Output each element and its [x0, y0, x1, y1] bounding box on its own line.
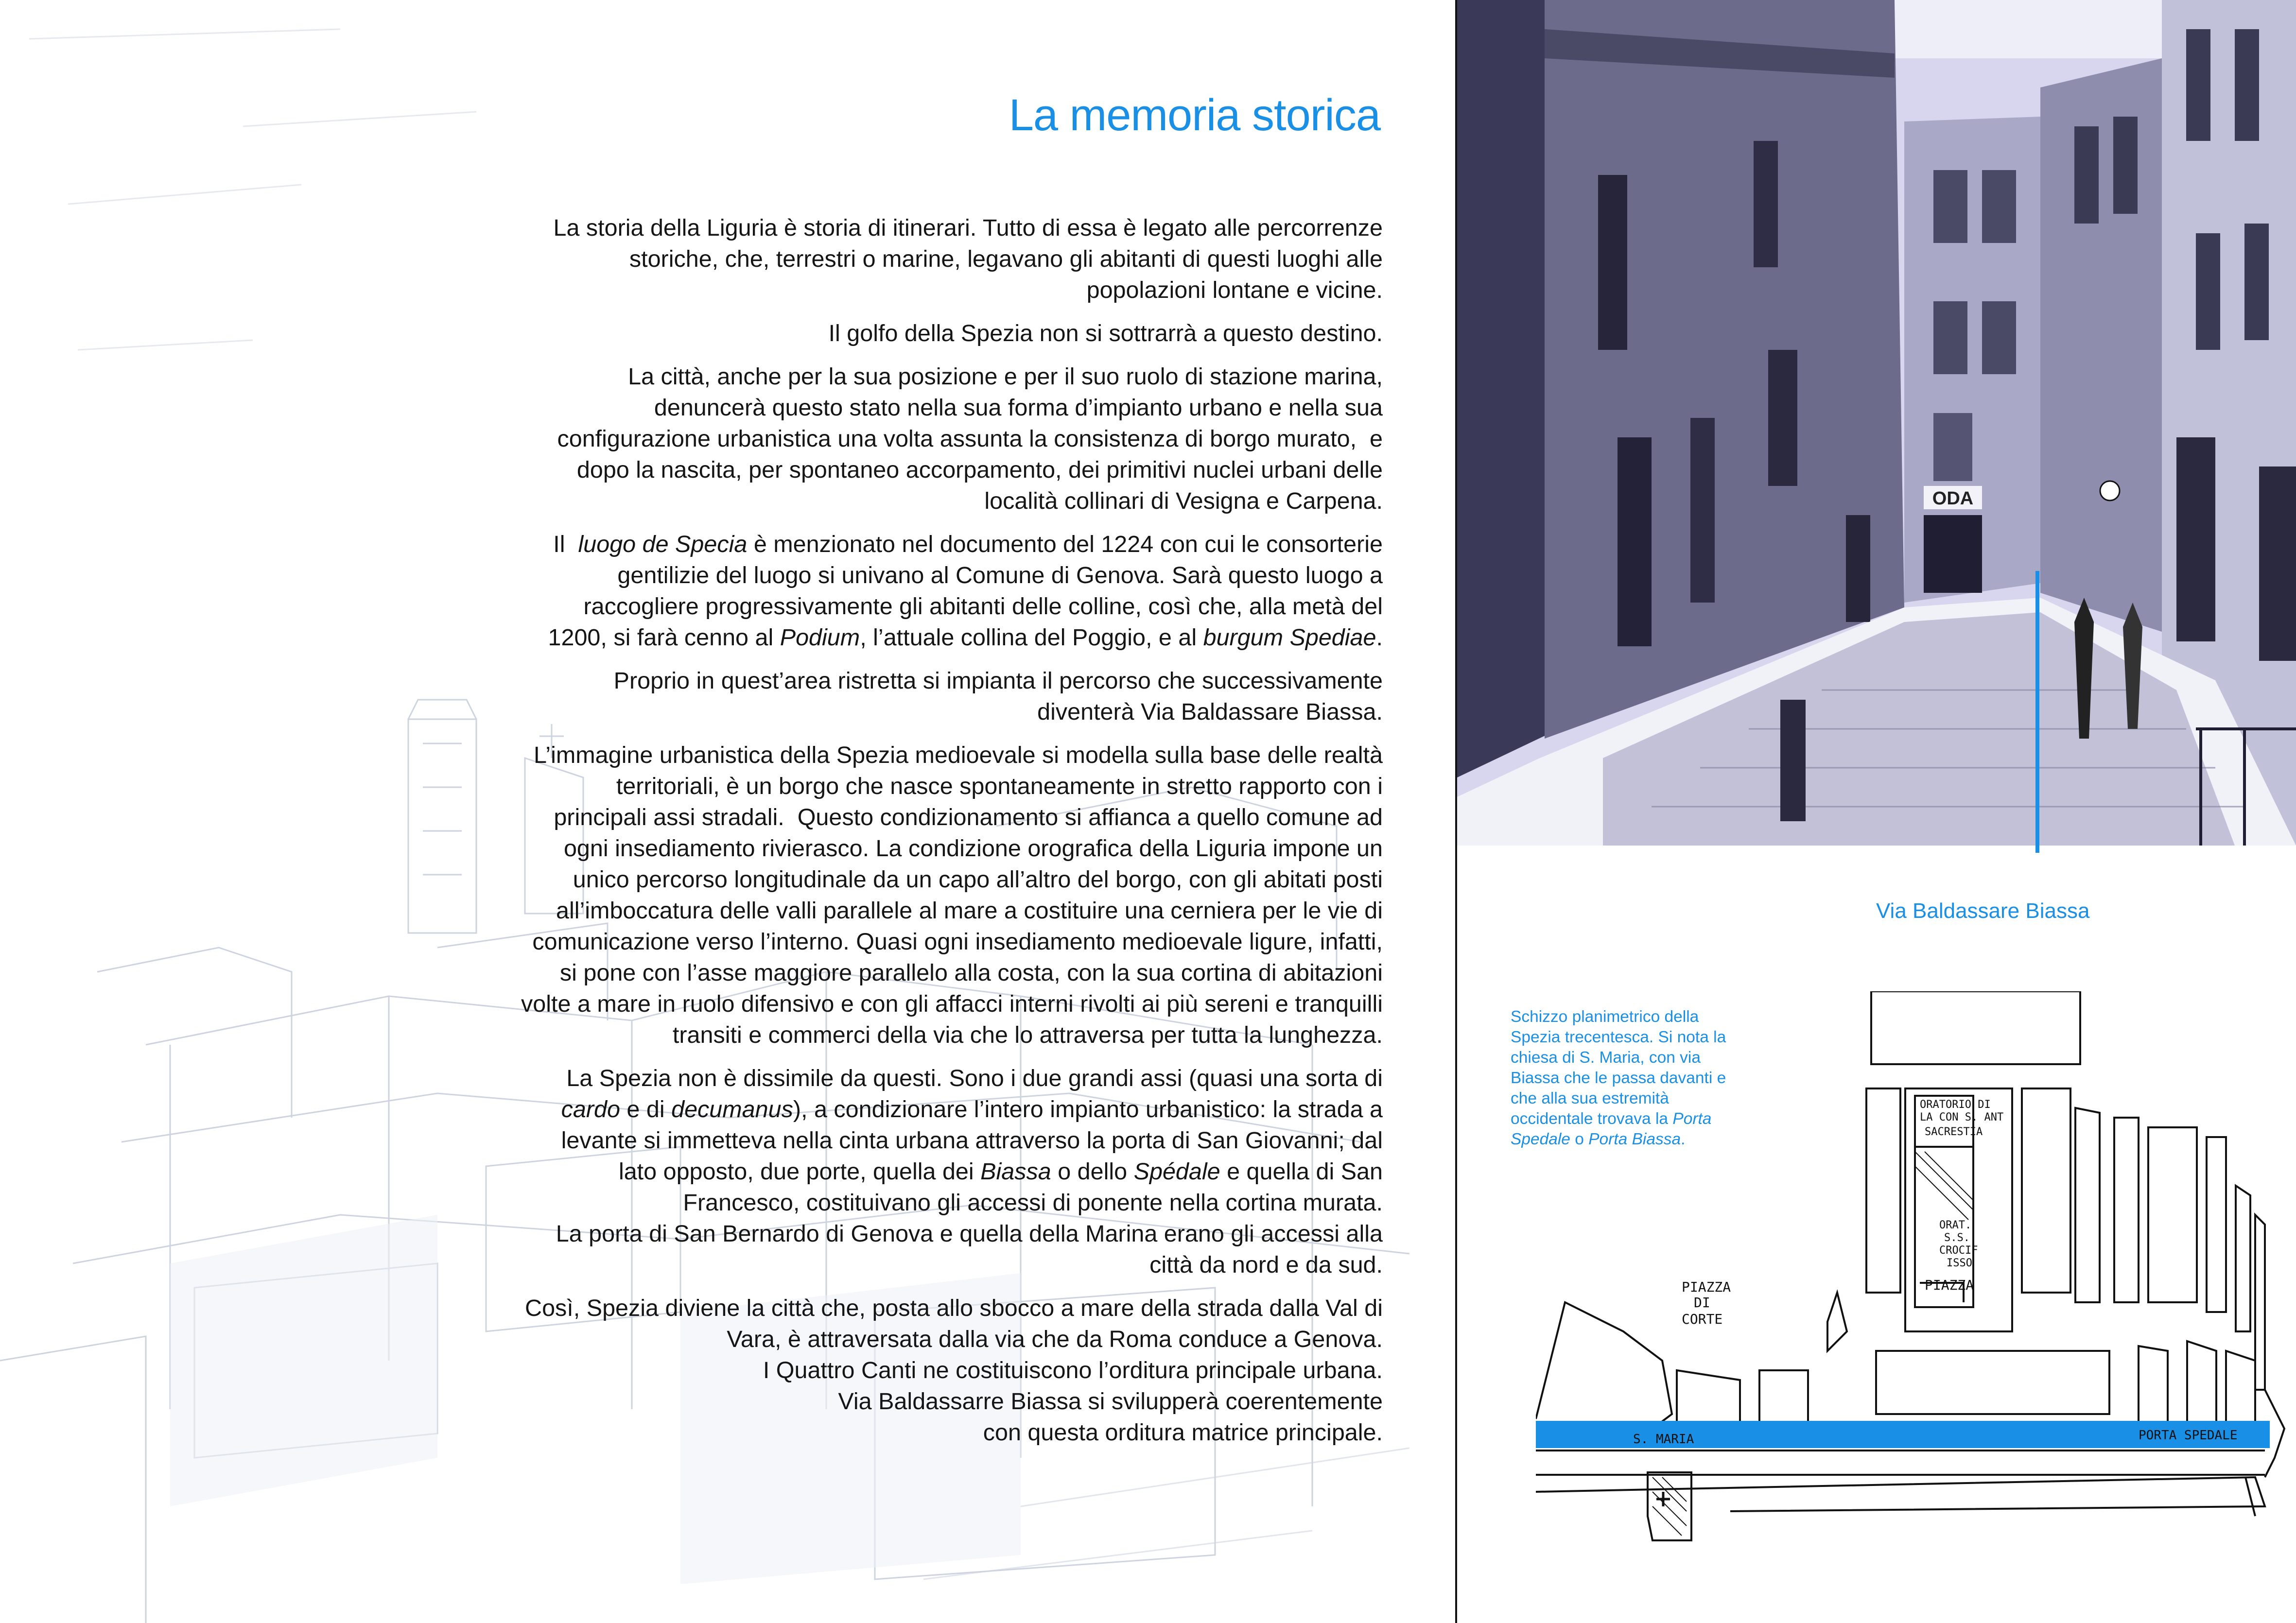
italic-text: Porta: [1672, 1110, 1712, 1128]
paragraph-p1: [437, 212, 1383, 306]
text-run: denuncerà questo stato nella sua forma d’impianto urbano e nella sua: [654, 395, 1383, 421]
text-run: all’imboccatura delle valli parallele al mare a costituire una cerniera per le vie di: [556, 898, 1383, 924]
text-run: Francesco, costituivano gli accessi di ponente nella cortina murata.: [683, 1190, 1383, 1216]
map-label-s-maria: S. MARIA: [1633, 1432, 1694, 1447]
text-line: [437, 926, 1383, 957]
shop-sign: ODA: [1932, 488, 1974, 509]
map-label-porta-spedale: PORTA SPEDALE: [2139, 1428, 2238, 1443]
text-line: [437, 1386, 1383, 1417]
text-run: La porta di San Bernardo di Genova e quella della Marina erano gli accessi alla: [556, 1221, 1383, 1247]
italic-text: decumanus: [671, 1096, 793, 1122]
map-label-piazza-di-corte-di: DI: [1694, 1295, 1710, 1311]
paragraph-p5: [437, 665, 1383, 727]
paragraph-p4: [437, 529, 1383, 653]
text-line: [437, 1187, 1383, 1218]
text-run: diventerà Via Baldassare Biassa.: [1037, 699, 1383, 725]
photo-caption: Via Baldassare Biassa: [1876, 899, 2090, 923]
text-line: [437, 665, 1383, 696]
text-line: [437, 361, 1383, 392]
text-run: ogni insediamento rivierasco. La condizione orografica della Liguria impone un: [563, 835, 1383, 862]
text-line: [437, 243, 1383, 275]
text-line: [437, 864, 1383, 895]
text-run: La Spezia non è dissimile da questi. Sono i due grandi assi (quasi una sorta di: [566, 1065, 1383, 1091]
text-line: [437, 957, 1383, 988]
text-run: volte a mare in ruolo difensivo e con gli affacci interni rivolti ai più sereni e tranquilli: [521, 991, 1383, 1017]
text-line: [437, 275, 1383, 306]
text-run: e quella di San: [1220, 1158, 1383, 1185]
text-run: territoriali, è un borgo che nasce spontaneamente in stretto rapporto con i: [616, 773, 1383, 799]
text-line: [437, 622, 1383, 653]
paragraph-p8: [437, 1293, 1383, 1448]
text-line: [437, 392, 1383, 423]
paragraph-p3: [437, 361, 1383, 517]
text-run: comunicazione verso l’interno. Quasi ogni insediamento medioevale ligure, infatti,: [532, 929, 1383, 955]
text-run: lato opposto, due porte, quella dei: [618, 1158, 981, 1185]
map-label-orat-isso: ISSO: [1947, 1257, 1972, 1269]
text-line: [437, 1125, 1383, 1156]
text-run: città da nord e da sud.: [1149, 1252, 1383, 1278]
text-run: Via Baldassarre Biassa si svilupperà coerentemente: [838, 1388, 1383, 1415]
paragraph-p2: [437, 318, 1383, 349]
text-line: [437, 560, 1383, 591]
italic-text: Porta Biassa: [1588, 1130, 1681, 1148]
text-run: .: [1681, 1130, 1686, 1148]
text-run: transiti e commerci della via che lo attraversa per tutta la lunghezza.: [672, 1022, 1383, 1048]
text-line: [437, 1156, 1383, 1187]
text-line: [437, 895, 1383, 926]
text-run: Biassa che le passa davanti e: [1511, 1069, 1726, 1087]
text-run: La storia della Liguria è storia di itinerari. Tutto di essa è legato alle percorrenze: [553, 215, 1383, 241]
text-line: [437, 1355, 1383, 1386]
text-run: La città, anche per la sua posizione e per il suo ruolo di stazione marina,: [628, 363, 1383, 390]
text-run: configurazione urbanistica una volta assunta la consistenza di borgo murato, e: [557, 426, 1383, 452]
text-run: L’immagine urbanistica della Spezia medioevale si modella sulla base delle realtà: [534, 742, 1383, 768]
text-line: [437, 1293, 1383, 1324]
text-run: che alla sua estremità: [1511, 1089, 1669, 1107]
text-run: con questa orditura matrice principale.: [983, 1419, 1383, 1446]
text-line: [437, 802, 1383, 833]
map-label-piazza: PIAZZA: [1925, 1277, 1974, 1293]
text-run: I Quattro Canti ne costituiscono l’orditura principale urbana.: [763, 1357, 1383, 1383]
text-run: storiche, che, terrestri o marine, legavano gli abitanti di questi luoghi alle: [629, 246, 1383, 272]
text-run: 1200, si farà cenno al: [548, 624, 780, 651]
text-run: Così, Spezia diviene la città che, posta allo sbocco a mare della strada dalla Val di: [525, 1295, 1383, 1321]
text-line: [437, 212, 1383, 243]
text-line: [437, 740, 1383, 771]
text-line: [437, 423, 1383, 454]
text-run: occidentale trovava la: [1511, 1110, 1673, 1128]
text-run: o: [1570, 1130, 1589, 1148]
paragraph-p7: [437, 1063, 1383, 1280]
text-run: Vara, è attraversata dalla via che da Roma conduce a Genova.: [727, 1326, 1383, 1352]
text-run: si pone con l’asse maggiore parallelo alla costa, con la sua cortina di abitazioni: [559, 960, 1383, 986]
text-run: raccogliere progressivamente gli abitanti delle colline, così che, alla metà del: [583, 593, 1383, 620]
text-run: località collinari di Vesigna e Carpena.: [984, 488, 1383, 514]
map-label-piazza-di-corte: PIAZZA: [1682, 1279, 1731, 1295]
map-label-sacrestia: SACRESTIA: [1925, 1126, 1983, 1138]
text-line: [437, 771, 1383, 802]
italic-text: Spédale: [1133, 1158, 1220, 1185]
text-line: [437, 1063, 1383, 1094]
text-line: [437, 696, 1383, 727]
text-run: popolazioni lontane e vicine.: [1086, 277, 1383, 303]
text-run: .: [1376, 624, 1383, 651]
text-run: dopo la nascita, per spontaneo accorpamento, dei primitivi nuclei urbani delle: [576, 457, 1383, 483]
paragraph-p6: [437, 740, 1383, 1051]
street-photo: [1457, 0, 2296, 846]
italic-text: Biassa: [980, 1158, 1051, 1185]
medieval-plan-sketch: [1536, 991, 2296, 1613]
text-run: chiesa di S. Maria, con via: [1511, 1049, 1701, 1067]
text-run: Proprio in quest’area ristretta si impianta il percorso che successivamente: [613, 668, 1383, 694]
text-line: [437, 591, 1383, 622]
italic-text: Spedale: [1511, 1130, 1570, 1148]
map-label-oratorio-2: LA CON S. ANT: [1920, 1111, 2004, 1123]
text-line: [437, 454, 1383, 485]
text-run: Il: [553, 531, 578, 557]
text-line: [437, 1094, 1383, 1125]
text-line: [437, 833, 1383, 864]
photo-street-marker: [2035, 571, 2039, 853]
text-run: è menzionato nel documento del 1224 con cui le consorterie: [747, 531, 1383, 557]
text-line: [437, 318, 1383, 349]
map-label-orat-crocif: CROCIF: [1939, 1244, 1978, 1257]
text-run: levante si immetteva nella cinta urbana attraverso la porta di San Giovanni; dal: [561, 1127, 1383, 1154]
text-run: unico percorso longitudinale da un capo all’altro del borgo, con gli abitati posti: [573, 866, 1383, 893]
text-run: Spezia trecentesca. Si nota la: [1511, 1028, 1726, 1046]
text-line: [437, 529, 1383, 560]
text-line: [437, 485, 1383, 517]
text-line: [437, 1218, 1383, 1249]
map-label-orat-ss: S.S.: [1944, 1232, 1970, 1244]
italic-text: Podium: [780, 624, 860, 651]
map-label-piazza-di-corte-corte: CORTE: [1682, 1311, 1723, 1327]
map-label-orat: ORAT.: [1939, 1219, 1972, 1231]
text-line: [437, 988, 1383, 1019]
text-run: e di: [620, 1096, 672, 1122]
text-run: , l’attuale collina del Poggio, e al: [860, 624, 1203, 651]
text-run: ), a condizionare l’intero impianto urbanistico: la strada a: [793, 1096, 1383, 1122]
text-run: o dello: [1051, 1158, 1134, 1185]
map-label-oratorio: ORATORIO DI: [1920, 1099, 1991, 1111]
text-line: [437, 1019, 1383, 1051]
text-run: gentilizie del luogo si univano al Comune di Genova. Sarà questo luogo a: [617, 562, 1383, 588]
italic-text: luogo de Specia: [578, 531, 748, 557]
page-title: La memoria storica: [1009, 90, 1380, 140]
text-line: [437, 1249, 1383, 1280]
article-body: [437, 212, 1383, 1460]
italic-text: cardo: [561, 1096, 620, 1122]
text-run: Il golfo della Spezia non si sottrarrà a questo destino.: [828, 320, 1383, 346]
italic-text: burgum Spediae: [1203, 624, 1376, 651]
text-line: [437, 1324, 1383, 1355]
text-line: [437, 1417, 1383, 1448]
text-run: Schizzo planimetrico della: [1511, 1008, 1699, 1026]
text-run: principali assi stradali. Questo condizionamento si affianca a quello comune ad: [554, 804, 1383, 830]
